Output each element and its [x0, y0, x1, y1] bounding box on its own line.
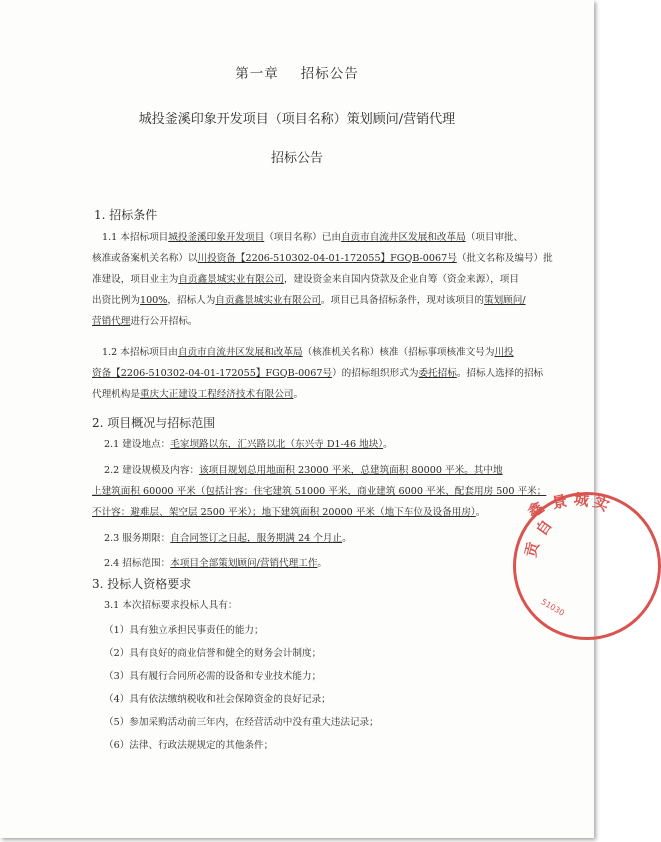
document-title: 城投釜溪印象开发项目（项目名称）策划顾问/营销代理 — [138, 112, 456, 127]
seal-char-5: 城 — [572, 490, 591, 510]
s2-4-line: 2.4 招标范围：本项目全部策划顾问/营销代理工作。 — [104, 558, 328, 569]
s1-p1-line-1: 1.1 本招标项目城投釜溪印象开发项目（项目名称）已由自贡市自流井区发展和改革局（项目审批、 — [102, 232, 524, 243]
s3-item-5: （5）参加采购活动前三年内，在经营活动中没有重大违法记录； — [104, 717, 379, 728]
s3-item-4: （4）具有依法缴纳税收和社会保障资金的良好记录； — [104, 694, 331, 705]
chapter-number: 第一章 — [235, 66, 279, 82]
section-1-heading: 1. 招标条件 — [94, 208, 158, 222]
s1-p1-line-5: 营销代理进行公开招标。 — [92, 316, 198, 327]
s2-1-line: 2.1 建设地点：毛家坝路以东，汇兴路以北（东兴寺 D1-46 地块）。 — [104, 439, 393, 450]
s1-p2-line-3: 代理机构是重庆大正建设工程经济技术有限公司。 — [92, 389, 304, 400]
company-seal — [513, 492, 661, 640]
s3-item-6: （6）法律、行政法规规定的其他条件； — [104, 740, 274, 751]
s2-2-line-2: 上建筑面积 60000 平米（包括计容：住宅建筑 51000 平米，商业建筑 6000 平米、配套用房 500 平米； — [92, 486, 547, 497]
s1-p2-line-2: 资备【2206-510302-04-01-172055】FGQB-0067号）的招标组织形式为委托招标。招标人选择的招标 — [92, 368, 544, 379]
seal-number: 51030 — [539, 597, 566, 618]
seal-char-1: 自 — [532, 516, 556, 540]
section-3-heading: 3. 投标人资格要求 — [92, 577, 192, 591]
seal-char-3: 鑫 — [524, 498, 548, 522]
s3-item-1: （1）具有独立承担民事责任的能力； — [104, 625, 264, 636]
seal-char-4: 景 — [550, 491, 569, 513]
s3-intro: 3.1 本次招标要求投标人具有： — [104, 600, 238, 611]
chapter-title: 招标公告 — [300, 66, 359, 82]
s3-item-2: （2）具有良好的商业信誉和健全的财务会计制度； — [104, 648, 322, 659]
section-2-heading: 2. 项目概况与招标范围 — [92, 416, 216, 430]
seal-char-2: 贡 — [521, 540, 543, 560]
document-subtitle: 招标公告 — [270, 151, 323, 166]
chapter-heading — [0, 62, 594, 82]
s2-2-line-3: 不计容：避难层、架空层 2500 平米）；地下建筑面积 20000 平米（地下车位及设备用房）。 — [92, 507, 486, 518]
s1-p1-line-3: 准建设，项目业主为自贡鑫景城实业有限公司，建设资金来自国内贷款及企业自筹（资金来源），项目 — [92, 274, 519, 285]
s3-item-3: （3）具有履行合同所必需的设备和专业技术能力； — [104, 671, 322, 682]
s2-2-line-1: 2.2 建设规模及内容：该项目规划总用地面积 23000 平米，总建筑面积 80000 平米。其中地 — [104, 465, 503, 476]
s1-p2-line-1: 1.2 本招标项目由自贡市自流井区发展和改革局（核准机关名称）核准（招标事项核准文号为川投 — [102, 347, 514, 358]
seal-char-6: 实 — [590, 492, 612, 516]
s2-3-line: 2.3 服务期限：自合同签订之日起，服务期满 24 个月止。 — [104, 533, 352, 544]
s1-p1-line-4: 出资比例为100%，招标人为自贡鑫景城实业有限公司。项目已具备招标条件，现对该项目的策划顾问/ — [92, 295, 526, 306]
s1-p1-line-2: 核准或备案机关名称）以川投资备【2206-510302-04-01-172055】FGQB-0067号（批文名称及编号）批 — [92, 253, 553, 264]
